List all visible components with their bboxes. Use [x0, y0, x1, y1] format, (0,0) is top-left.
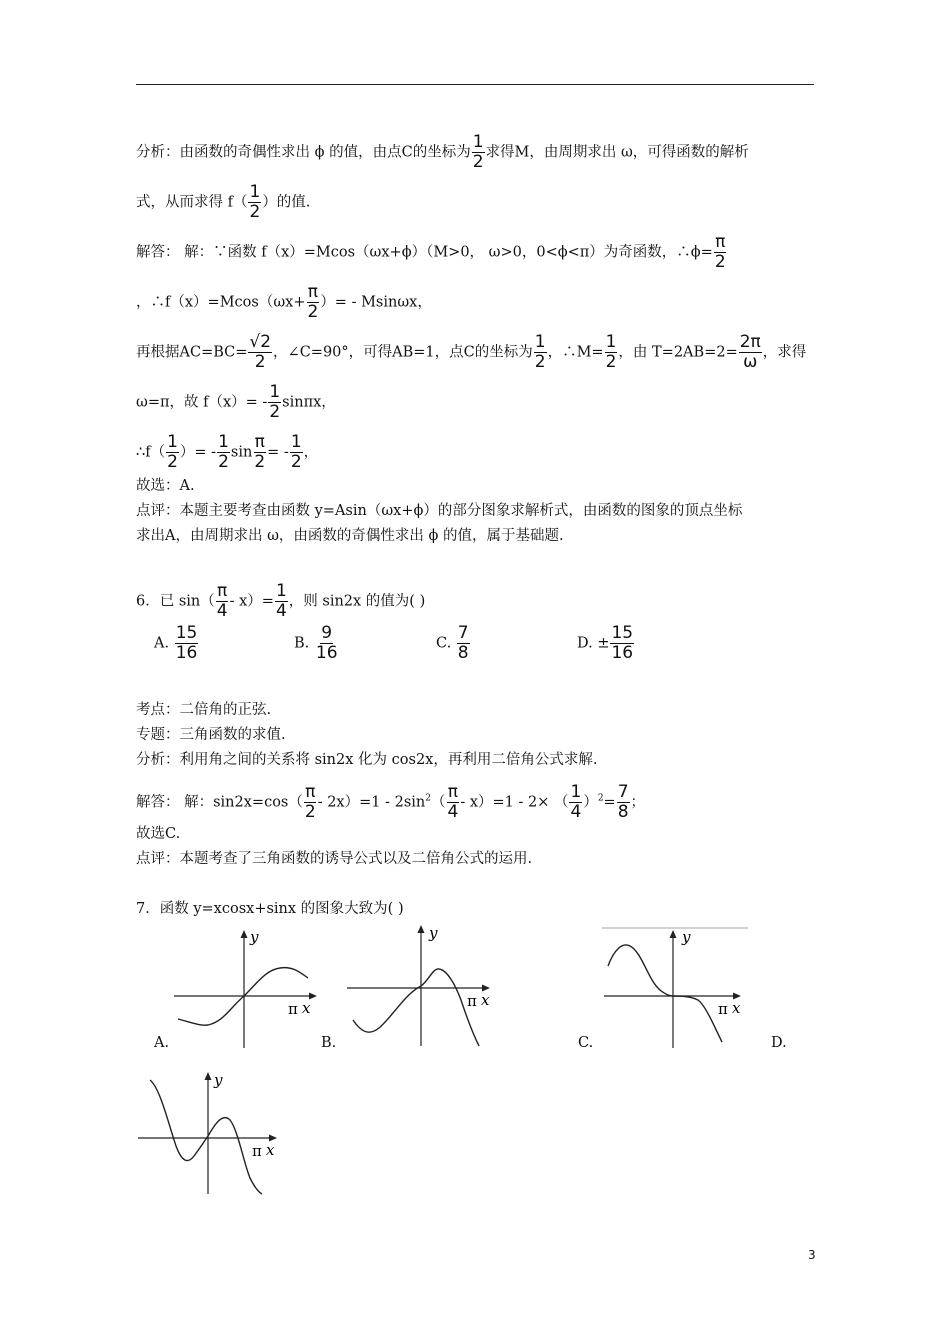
answer-line-4: ω=π，故 f（x）= - $\frac{1}{2}$ sinπx， [136, 382, 336, 422]
q6-kaodian: 考点：二倍角的正弦. [136, 702, 272, 718]
svg-text:π: π [288, 1000, 298, 1018]
answer-line-2: ，∴f（x）=Mcos（ωx+ $\frac{\pi}{2}$ ）= - Msinωx， [136, 282, 432, 322]
svg-text:y: y [429, 924, 438, 942]
graph-b [343, 920, 503, 1050]
graph-c [598, 926, 758, 1052]
choice-line: 故选：A. [136, 478, 195, 494]
graph-d [134, 1068, 294, 1198]
svg-text:π: π [718, 1000, 728, 1018]
q6-option-d: D. ± $\frac{15}{16}$ [577, 623, 634, 663]
svg-text:y: y [214, 1071, 223, 1089]
page-number: 3 [808, 1248, 816, 1262]
q6-fenxi: 分析：利用角之间的关系将 sin2x 化为 cos2x，再利用二倍角公式求解. [136, 752, 598, 768]
q6-review: 点评：本题考查了三角函数的诱导公式以及二倍角公式的运用. [136, 851, 533, 867]
graph-c-label: C. [578, 1035, 594, 1051]
graph-d-label: D. [771, 1035, 787, 1051]
svg-text:y: y [682, 928, 691, 946]
q6-option-b: B. $\frac{9}{16}$ [294, 623, 338, 663]
answer-line-1: 解答： 解：∵函数 f（x）=Mcos（ωx+ϕ）（M>0， ω>0，0<ϕ<π）为奇函数，∴ϕ= $\frac{\pi}{2}$ [136, 232, 726, 272]
q6-option-c: C. $\frac{7}{8}$ [436, 623, 469, 663]
graph-a [168, 926, 328, 1052]
svg-text:π: π [467, 992, 477, 1010]
review-line-2: 求出A，由周期求出 ω，由函数的奇偶性求出 ϕ 的值，属于基础题. [136, 528, 564, 544]
review-line-1: 点评：本题主要考查由函数 y=Asin（ωx+ϕ）的部分图象求解析式，由函数的图象的顶点坐标 [136, 503, 743, 519]
header-rule [136, 84, 814, 85]
answer-line-5: ∴f（ $\frac{1}{2}$ ）= - $\frac{1}{2}$ sin $\frac{\pi}{2}$ = - $\frac{1}{2}$ ， [136, 432, 319, 472]
q6-answer: 解答： 解：sin2x=cos（ $\frac{\pi}{2}$ - $2x)=1 - 2\sin^2$（ $\frac{\pi}{4}$ - x）=1 - 2× （ $\frac{1}{4}$ ）$^2$= $\frac{7}{8}$ ； [136, 782, 646, 822]
svg-text:x: x [732, 999, 741, 1017]
analysis-line-2: 式，从而求得 f（ $\frac{1}{2}$ ）的值. [136, 182, 311, 222]
answer-line-3: 再根据AC=BC= $\frac{√2}{2}$ ，∠C=90°，可得AB=1，点C的坐标为 $\frac{1}{2}$ ，∴M= $\frac{1}{2}$ ，由 T=2AB=2= $\frac{2\pi}{\omega}$ ，求得 [136, 332, 807, 372]
graph-a-label: A. [154, 1035, 170, 1051]
q6-zhuanti: 专题：三角函数的求值. [136, 727, 286, 743]
svg-text:x: x [481, 991, 490, 1009]
svg-text:x: x [266, 1141, 275, 1159]
q7-stem: 7．函数 y=xcosx+sinx 的图象大致为( ) [136, 901, 404, 917]
q6-stem: 6．已 sin（ $\frac{\pi}{4}$ - x）= $\frac{1}{4}$ ，则 sin2x 的值为( ) [136, 581, 426, 621]
svg-text:y: y [250, 928, 259, 946]
q6-option-a: A. $\frac{15}{16}$ [154, 623, 198, 663]
q6-choice: 故选C. [136, 826, 181, 842]
svg-text:π: π [252, 1142, 262, 1160]
fraction-half: $\frac{1}{2}$ [472, 132, 484, 172]
analysis-line: 分析：由函数的奇偶性求出 ϕ 的值，由点C的坐标为 $\frac{1}{2}$ 求得M，由周期求出 ω，可得函数的解析 [136, 132, 749, 172]
svg-text:x: x [302, 999, 311, 1017]
graph-b-label: B. [321, 1035, 337, 1051]
